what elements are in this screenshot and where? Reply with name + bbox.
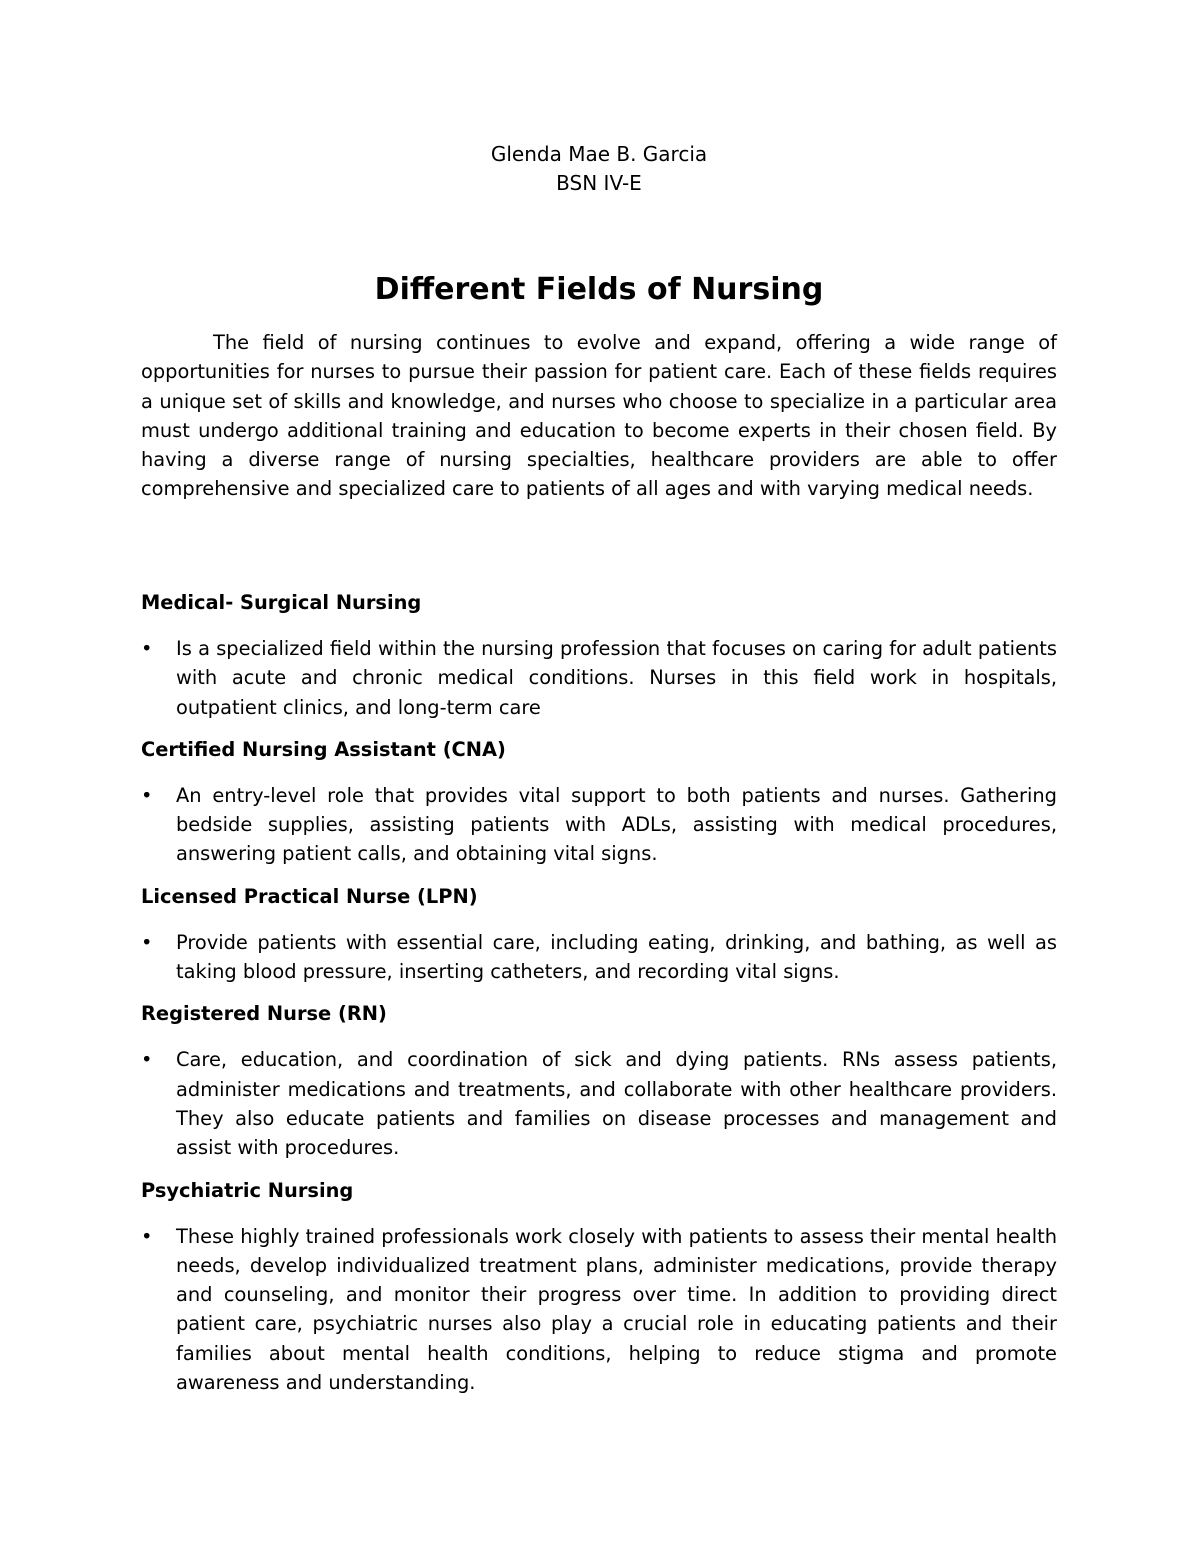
bullet-icon: •	[141, 1048, 153, 1072]
author-course: BSN IV-E	[556, 171, 642, 195]
section-heading: Licensed Practical Nurse (LPN)	[141, 884, 478, 908]
bullet-item	[141, 1045, 1057, 1162]
bullet-icon: •	[141, 930, 153, 954]
bullet-text: An entry-level role that provides vital support to both patients and nurses. Gathering bedside supplies, assisting patients with ADLs, assisting with medical procedures, answering patient calls, and obtaining vital signs.	[176, 783, 1057, 866]
document-title: Different Fields of Nursing	[374, 272, 824, 307]
section-lpn	[141, 882, 1057, 987]
bullet-text: Provide patients with essential care, including eating, drinking, and bathing, as well as taking blood pressure, inserting catheters, and recording vital signs.	[176, 930, 1057, 984]
section-heading: Certified Nursing Assistant (CNA)	[141, 737, 506, 761]
bullet-text: Is a specialized field within the nursing profession that focuses on caring for adult patients with acute and chronic medical conditions. Nurses in this field work in hospitals, outpatient clinics, and long-term care	[176, 637, 1057, 719]
bullet-item	[141, 928, 1057, 987]
bullet-text: These highly trained professionals work closely with patients to assess their mental health needs, develop individualized treatment plans, administer medications, provide therapy and counseling, and monitor their progress over time. In addition to providing direct patient care, psychiatric nurses also play a crucial role in educating patients and their families about mental health conditions, helping to reduce stigma and promote awareness and understanding.	[176, 1224, 1057, 1395]
bullet-item	[141, 634, 1057, 722]
bullet-icon: •	[141, 1224, 153, 1248]
section-heading: Psychiatric Nursing	[141, 1178, 354, 1202]
bullet-text: Care, education, and coordination of sick and dying patients. RNs assess patients, administer medications and treatments, and collaborate with other healthcare providers. They also educate patients and families on disease processes and management and assist with procedures.	[176, 1048, 1057, 1160]
author-name: Glenda Mae B. Garcia	[490, 142, 708, 166]
bullet-item	[141, 1222, 1057, 1398]
bullet-icon: •	[141, 783, 153, 807]
bullet-icon: •	[141, 637, 153, 660]
section-rn	[141, 999, 1057, 1162]
section-medical-surgical	[141, 588, 1057, 722]
intro-paragraph: The field of nursing continues to evolve and expand, offering a wide range of opportunities for nurses to pursue their passion for patient care. Each of these fields requires a unique set of skills and knowledge, and nurses who choose to specialize in a particular area must undergo additional training and education to become experts in their chosen field. By having a diverse range of nursing specialties, healthcare providers are able to offer comprehensive and specialized care to patients of all ages and with varying medical needs.	[141, 331, 1057, 501]
section-psychiatric	[141, 1176, 1057, 1398]
bullet-item	[141, 781, 1057, 869]
section-heading: Medical- Surgical Nursing	[141, 591, 422, 614]
section-heading: Registered Nurse (RN)	[141, 1002, 387, 1026]
author-block	[141, 140, 1057, 198]
section-cna	[141, 735, 1057, 869]
sections-list	[141, 588, 1057, 1397]
